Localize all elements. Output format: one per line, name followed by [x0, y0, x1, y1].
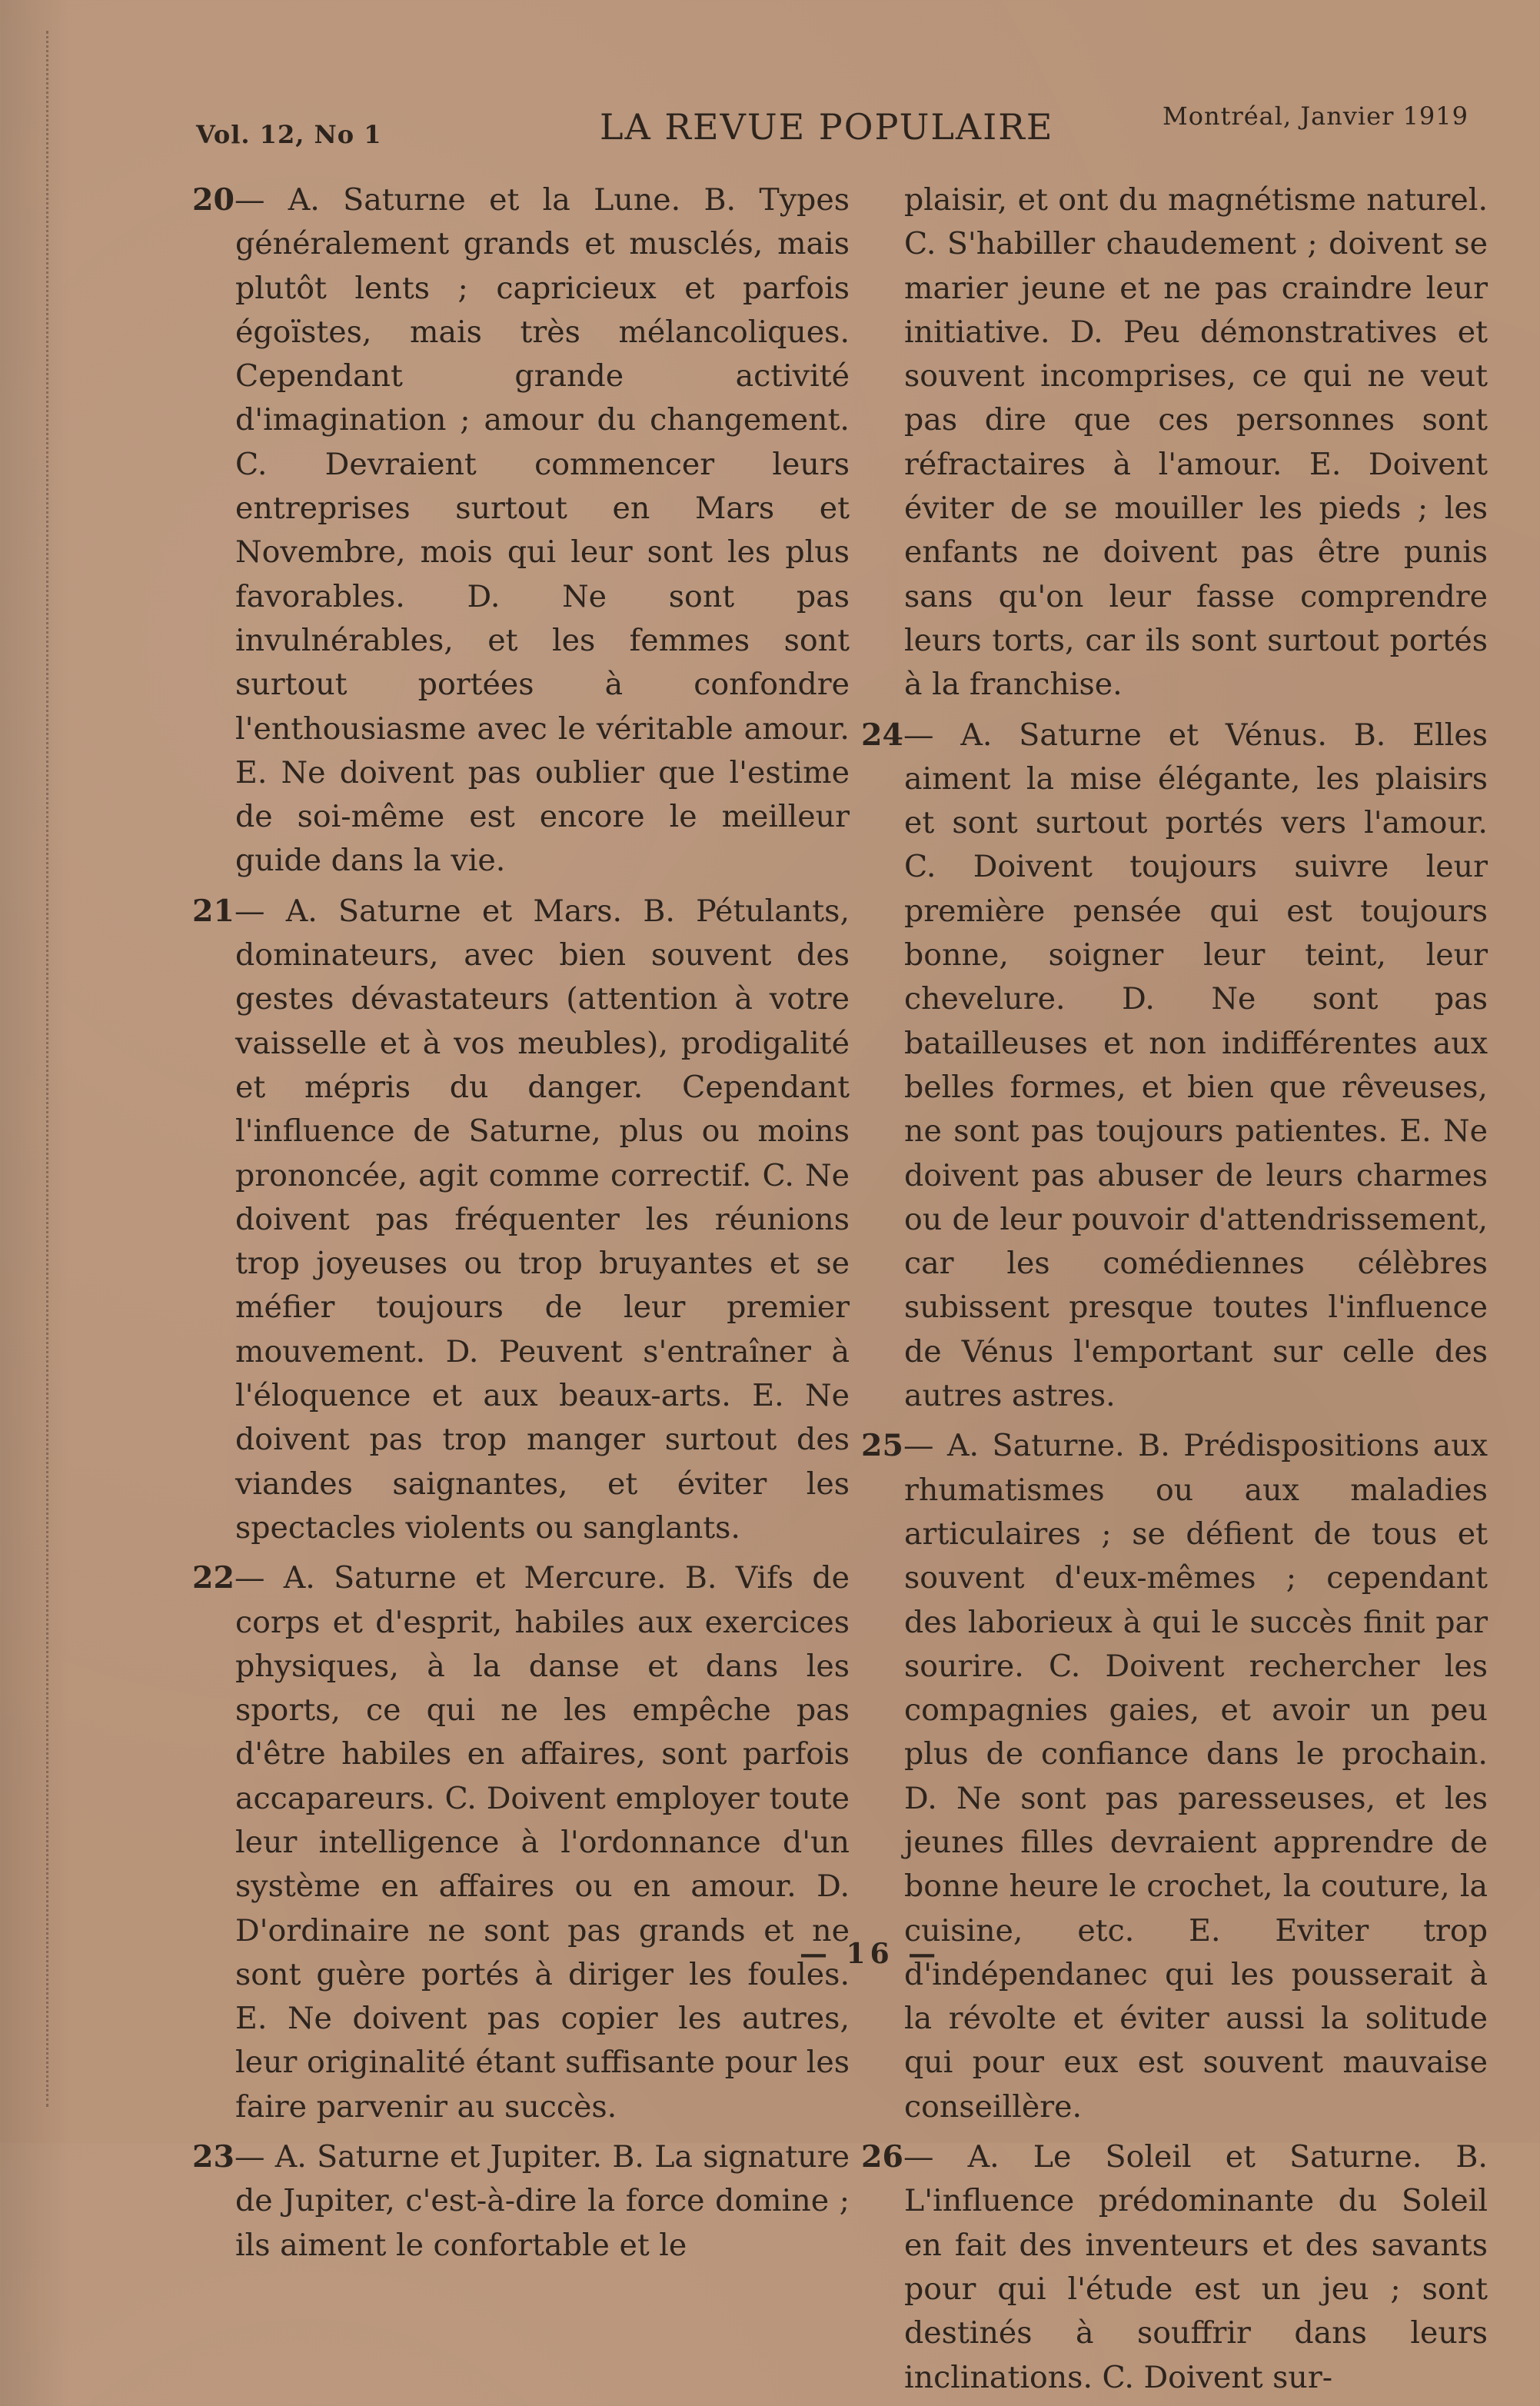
- entry-23-continued: [861, 178, 1488, 707]
- entry-text: — A. Le Soleil et Saturne. B. L'influence prédominante du Soleil en fait des inventeurs et des savants pour qui l'étude est un jeu ; sont destinés à souffrir dans leurs inclinations. C. Doivent sur-: [903, 2139, 1488, 2395]
- entry-text: plaisir, et ont du magnétisme naturel. C. S'habiller chaudement ; doivent se marier jeune et ne pas craindre leur initiative. D. Peu démonstratives et souvent incomprises, ce qui ne veut pas dire que ces personnes sont réfractaires à l'amour. E. Doivent éviter de se mouiller les pieds ; les enfants ne doivent pas être punis sans qu'on leur fasse comprendre leurs torts, car ils sont surtout portés à la franchise.: [904, 182, 1488, 703]
- entry-number: 24: [861, 717, 903, 753]
- entry-number: 21: [192, 893, 234, 929]
- entry-number: 20: [192, 182, 234, 218]
- running-header: [192, 101, 1484, 148]
- entry-text: — A. Saturne et Vénus. B. Elles aiment la mise élégante, les plaisirs et sont surtout portés vers l'amour. C. Doivent toujours suivre leur première pensée qui est toujours bonne, soigner leur teint, leur chevelure. D. Ne sont pas batailleuses et non indifférentes aux belles formes, et bien que rêveuses, ne sont pas toujours patientes. E. Ne doivent pas abuser de leurs charmes ou de leur pouvoir d'attendrissement, car les comédiennes célèbres subissent presque toutes l'influence de Vénus l'emportant sur celle des autres astres.: [903, 717, 1488, 1414]
- page-number: — 16 —: [800, 1938, 941, 1970]
- page-left-edge: [46, 31, 53, 2107]
- entry-26: [861, 2135, 1488, 2400]
- entry-21: [192, 890, 850, 1550]
- volume-label: Vol. 12, No 1: [196, 120, 382, 149]
- entry-text: — A. Saturne et la Lune. B. Types généralement grands et musclés, mais plutôt lents ; capricieux et parfois égoïstes, mais très mélancoliques. Cependant grande activité d'imagination ; amour du changement. C. Devraient commencer leurs entreprises surtout en Mars et Novembre, mois qui leur sont les plus favorables. D. Ne sont pas invulnérables, et les femmes sont surtout portées à confondre l'enthousiasme avec le véritable amour. E. Ne doivent pas oublier que l'estime de soi-même est encore le meilleur guide dans la vie.: [234, 182, 850, 879]
- left-column: [192, 178, 850, 2274]
- entry-number: 25: [861, 1428, 903, 1464]
- entry-text: — A. Saturne et Mercure. B. Vifs de corps et d'esprit, habiles aux exercices physiques, à la danse et dans les sports, ce qui ne les empêche pas d'être habiles en affaires, sont parfois accapareurs. C. Doivent employer toute leur intelligence à l'ordonnance d'un système en affaires ou en amour. D. D'ordinaire ne sont pas grands et ne sont guère portés à diriger les foules. E. Ne doivent pas copier les autres, leur originalité étant suffisante pour les faire parvenir au succès.: [234, 1560, 850, 2125]
- entry-24: [861, 714, 1488, 1419]
- entry-text: — A. Saturne et Jupiter. B. La signature de Jupiter, c'est-à-dire la force domine ; ils aiment le confortable et le: [234, 2139, 850, 2263]
- entry-text: — A. Saturne. B. Prédispositions aux rhumatismes ou aux maladies articulaires ; se défient de tous et souvent d'eux-mêmes ; cependant des laborieux à qui le succès finit par sourire. C. Doivent rechercher les compagnies gaies, et avoir un peu plus de confiance dans le prochain. D. Ne sont pas paresseuses, et les jeunes filles devraient apprendre de bonne heure le crochet, la couture, la cuisine, etc. E. Eviter trop d'indépendanec qui les pousserait à la révolte et éviter aussi la solitude qui pour eux est souvent mauvaise conseillère.: [903, 1428, 1488, 2125]
- entry-23: [192, 2135, 850, 2268]
- entry-25: [861, 1424, 1488, 2129]
- entry-20: [192, 178, 850, 884]
- place-date: Montréal, Janvier 1919: [1162, 101, 1468, 131]
- journal-title: LA REVUE POPULAIRE: [600, 106, 1054, 148]
- right-column: [861, 178, 1488, 2406]
- entry-22: [192, 1556, 850, 2129]
- entry-number: 22: [192, 1560, 234, 1596]
- entry-text: — A. Saturne et Mars. B. Pétulants, dominateurs, avec bien souvent des gestes dévastateurs (attention à votre vaisselle et à vos meubles), prodigalité et mépris du danger. Cependant l'influence de Saturne, plus ou moins prononcée, agit comme correctif. C. Ne doivent pas fréquenter les réunions trop joyeuses ou trop bruyantes et se méfier toujours de leur premier mouvement. D. Peuvent s'entraîner à l'éloquence et aux beaux-arts. E. Ne doivent pas trop manger surtout des viandes saignantes, et éviter les spectacles violents ou sanglants.: [234, 893, 850, 1546]
- entry-number: 26: [861, 2139, 903, 2175]
- entry-number: 23: [192, 2139, 234, 2175]
